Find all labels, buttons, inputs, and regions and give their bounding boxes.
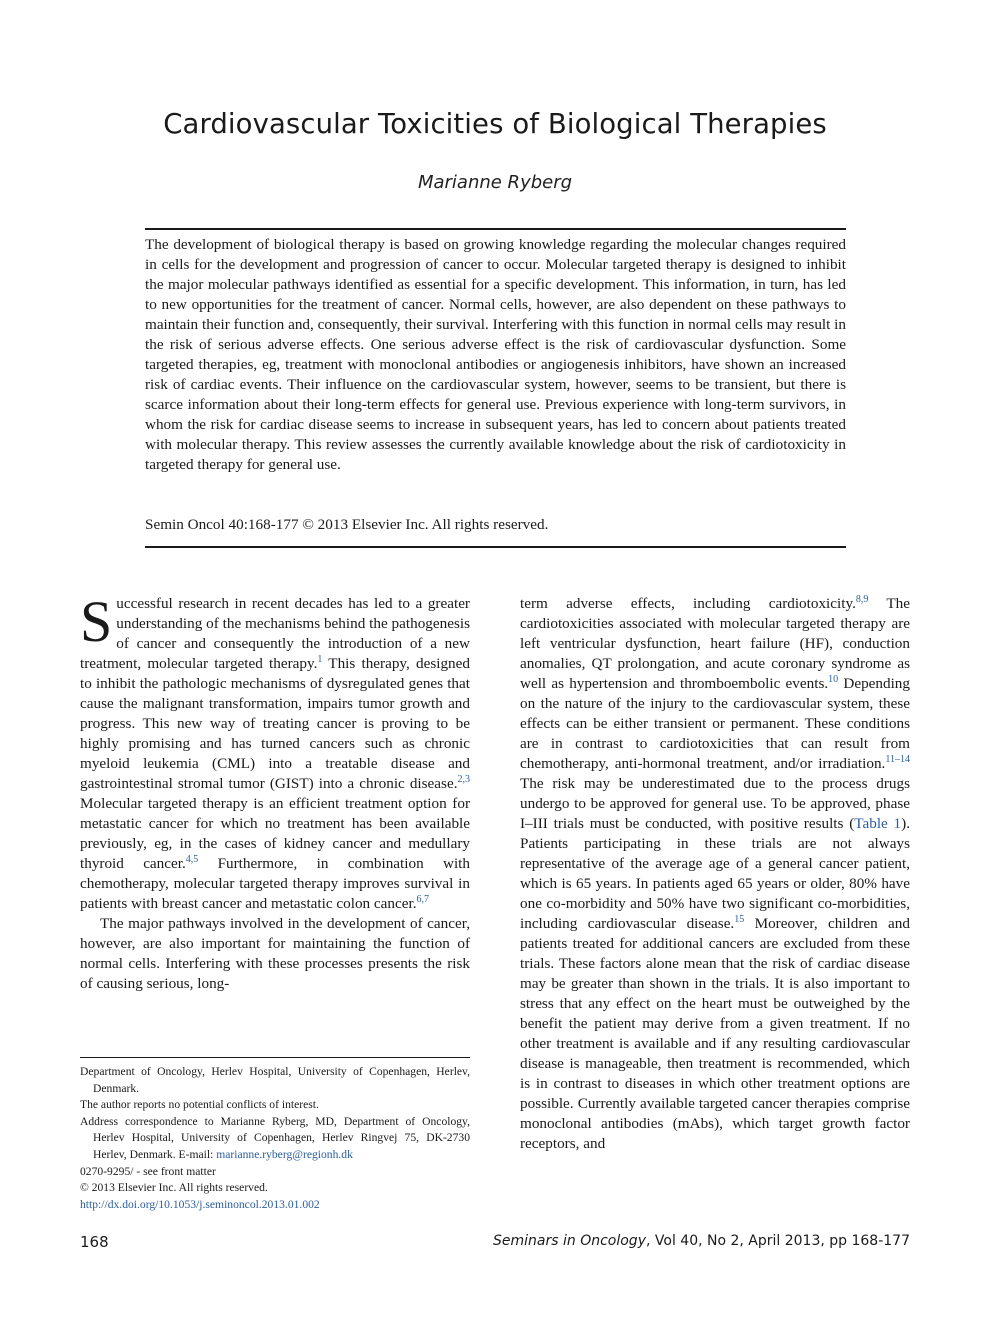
body-column-left xyxy=(80,589,470,994)
body-paragraph-3 xyxy=(520,594,910,1154)
reference-link[interactable]: 2,3 xyxy=(457,773,470,785)
footnotes xyxy=(80,1064,470,1213)
article-title: Cardiovascular Toxicities of Biological Therapies xyxy=(163,108,827,140)
abstract xyxy=(145,235,846,475)
footnote-correspondence xyxy=(80,1114,470,1164)
abstract-bottom-rule xyxy=(145,546,846,548)
body-text: The risk may be underestimated due to the process drugs undergo to be approved for general use. To be approved, phase I–III trials must be conducted, with positive results ( xyxy=(520,775,910,832)
author-name: Marianne Ryberg xyxy=(417,172,573,193)
abstract-text: The development of biological therapy is based on growing knowledge regarding the molecular changes required in cells for the development and progression of cancer to occur. Molecular targeted therapy is designed to inhibit the major molecular pathways identified as essential for a specific development. This information, in turn, has led to new opportunities for the treatment of cancer. Normal cells, however, are also dependent on these pathways to maintain their function and, consequently, their survival. Interfering with this function in normal cells may result in the risk of serious adverse effects. One serious adverse effect is the risk of cardiovascular dysfunction. Some targeted therapies, eg, treatment with monoclonal antibodies or angiogenesis inhibitors, have shown an increased risk of cardiac events. Their influence on the cardiovascular system, however, seems to be transient, but there is scarce information about their long-term effects for general use. Previous experience with long-term survivors, in whom the risk for cardiac disease seems to increase in subsequent years, has led to concern about patients treated with molecular therapy. This review assesses the currently available knowledge about the risk of cardiotoxicity in targeted therapy for general use. xyxy=(145,236,846,473)
email-link[interactable]: marianne.ryberg@regionh.dk xyxy=(216,1147,353,1161)
journal-name: Seminars in Oncology xyxy=(493,1233,646,1249)
journal-details: , Vol 40, No 2, April 2013, pp 168-177 xyxy=(645,1233,910,1249)
citation-line: Semin Oncol 40:168-177 © 2013 Elsevier Inc. All rights reserved. xyxy=(145,516,549,533)
body-text: ). Patients participating in these trials are not always representative of the average age of a general cancer patient, which is 65 years. In patients aged 65 years or older, 80% have one co-morbidity and 50% have two significant co-morbidities, including cardiovascular disease. xyxy=(520,815,911,932)
reference-link[interactable]: 15 xyxy=(734,913,745,925)
drop-cap: S xyxy=(80,589,113,654)
reference-link[interactable]: 10 xyxy=(828,673,839,685)
doi-link[interactable]: http://dx.doi.org/10.1053/j.seminoncol.2013.01.002 xyxy=(80,1197,320,1211)
body-text: The cardiotoxicities associated with molecular targeted therapy are left ventricular dysfunction, heart failure (HF), conduction anomalies, QT prolongation, and acute coronary syndrome as well as hypertension and thromboembolic events. xyxy=(520,595,910,692)
body-text: Moreover, children and patients treated for additional cancers are excluded from these trials. These factors alone mean that the risk of cardiac disease may be greater than shown in the trials. It is also important to stress that any effect on the heart must be outweighed by the benefit the patient may derive from a given treatment. If no other treatment is available and if any resulting cardiovascular disease is manageable, then treatment is recommended, which is in contrast to diseases in which other treatment options are possible. Currently available targeted cancer therapies comprise monoclonal antibodies (mAbs), which target growth factor receptors, and xyxy=(520,915,910,1152)
footnote-copyright: © 2013 Elsevier Inc. All rights reserved. xyxy=(80,1181,268,1195)
footnote-conflicts: The author reports no potential conflicts of interest. xyxy=(80,1098,319,1112)
body-text: term adverse effects, including cardiotoxicity. xyxy=(520,595,856,612)
body-text: This therapy, designed to inhibit the pathologic mechanisms of dysregulated genes that cause the malignant transformation, impairs tumor growth and progress. This new way of treating cancer is proving to be highly promising and has turned cancers such as chronic myeloid leukemia (CML) into a treatable disease and gastrointestinal stromal tumor (GIST) into a chronic disease. xyxy=(80,655,470,792)
journal-reference xyxy=(493,1233,910,1249)
body-text: Molecular targeted therapy is an efficient treatment option for metastatic cancer for which no treatment has been available previously, eg, in the cases of kidney cancer and medullary thyroid cancer. xyxy=(80,795,470,872)
reference-link[interactable]: 6,7 xyxy=(416,893,430,905)
reference-link[interactable]: 1 xyxy=(317,653,323,665)
footnote-affiliation: Department of Oncology, Herlev Hospital, University of Copenhagen, Herlev, Denmark. xyxy=(80,1065,470,1095)
reference-link[interactable]: 4,5 xyxy=(185,853,199,865)
body-text: uccessful research in recent decades has led to a greater understanding of the mechanisms behind the pathogenesis of cancer and consequently the introduction of a new treatment, molecular targeted therapy. xyxy=(80,595,470,672)
body-column-right xyxy=(520,594,910,1154)
reference-link[interactable]: 8,9 xyxy=(855,593,869,605)
correspondence-text: Address correspondence to Marianne Ryberg, MD, Department of Oncology, Herlev Hospital, University of Copenhagen, Herlev Ringvej 75, DK-2730 Herlev, Denmark. E-mail: xyxy=(80,1114,470,1161)
body-paragraph-2: The major pathways involved in the development of cancer, however, are also important for maintaining the function of normal cells. Interfering with these processes presents the risk of causing serious, long- xyxy=(80,915,470,992)
table-link[interactable]: Table 1 xyxy=(854,815,902,832)
abstract-top-rule xyxy=(145,228,846,230)
body-paragraph-1 xyxy=(80,589,470,914)
reference-link[interactable]: 11–14 xyxy=(885,753,910,765)
footnote-rule xyxy=(80,1057,470,1058)
body-text: Depending on the nature of the injury to the cardiovascular system, these effects can be either transient or permanent. These conditions are in contrast to cardiotoxicities that can result from chemotherapy, anti-hormonal treatment, and/or irradiation. xyxy=(520,675,910,772)
footnote-issn: 0270-9295/ - see front matter xyxy=(80,1164,216,1178)
page-number: 168 xyxy=(80,1233,109,1251)
body-text: Furthermore, in combination with chemotherapy, molecular targeted therapy improves survival in patients with breast cancer and metastatic colon cancer. xyxy=(80,855,470,912)
